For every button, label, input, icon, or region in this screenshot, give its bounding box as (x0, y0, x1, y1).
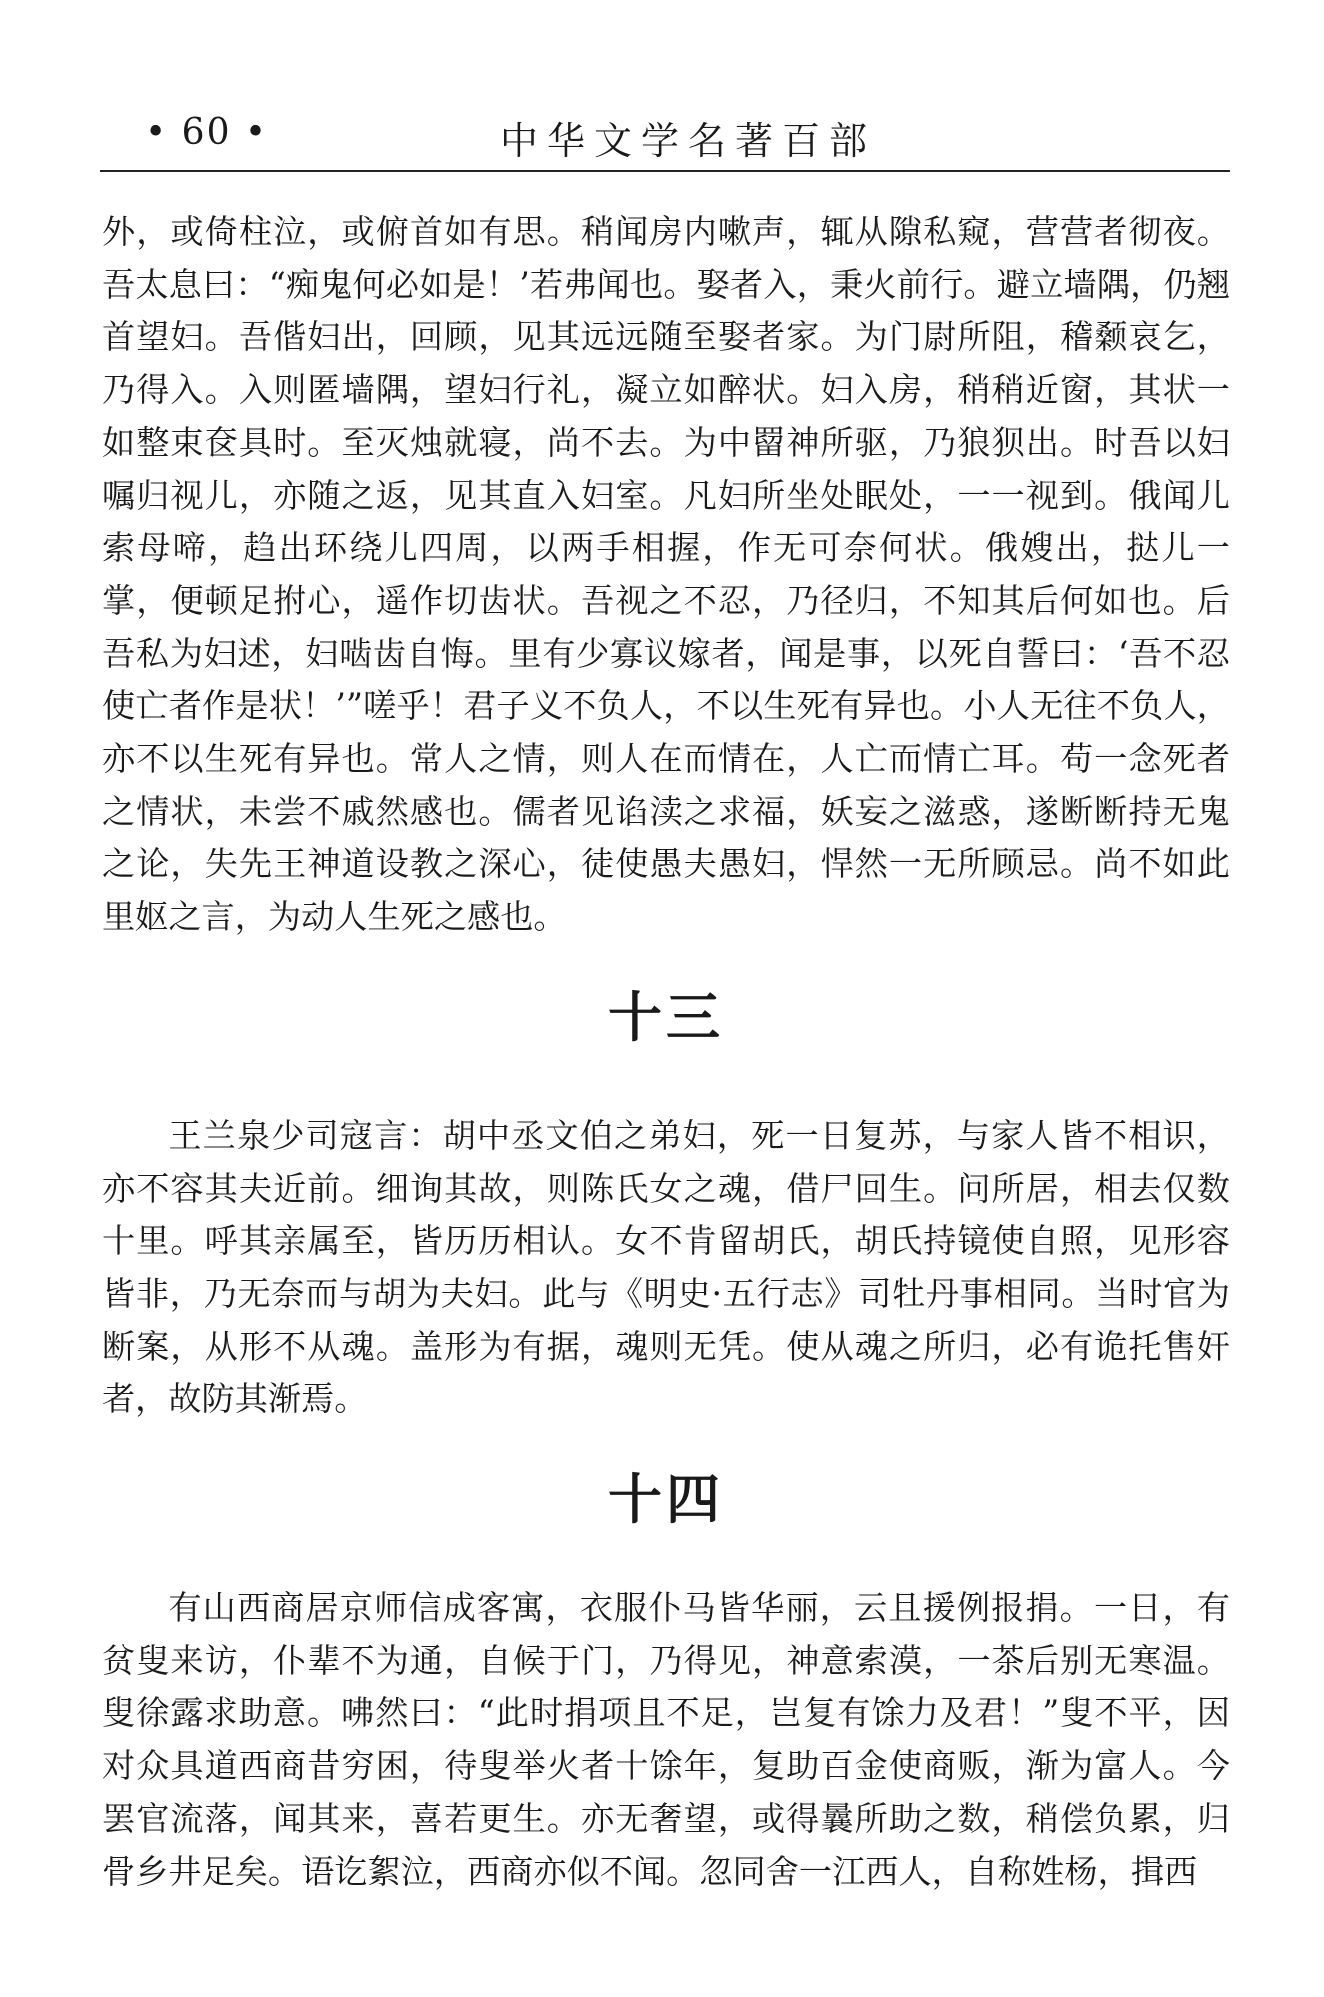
section-heading-13: 十三 (608, 985, 724, 1049)
paragraph-section-14: 有山西商居京师信成客寓，衣服仆马皆华丽，云且援例报捐。一日，有贫叟来访，仆辈不为通，自候于门，乃得见，神意索漠，一茶后别无寒温。叟徐露求助意。咈然曰：“此时捐项且不足，岂复有馀力及君！”叟不平，因对众具道西商昔穷困，待叟举火者十馀年，复助百金使商贩，渐为富人。今罢官流落，闻其来，喜若更生。亦无奢望，或得曩所助之数，稍偿负累，归骨乡井足矣。语讫絮泣，西商亦似不闻。忽同舍一江西人，自称姓杨，揖西 (102, 1588, 1230, 1891)
paragraph-continued: 外，或倚柱泣，或俯首如有思。稍闻房内嗽声，辄从隙私窥，营营者彻夜。吾太息曰：“痴鬼何必如是！’若弗闻也。娶者入，秉火前行。避立墙隅，仍翘首望妇。吾偕妇出，回顾，见其远远随至娶者家。为门尉所阻，稽颡哀乞，乃得入。入则匿墙隅，望妇行礼，凝立如醉状。妇入房，稍稍近窗，其状一如整束奁具时。至灭烛就寝，尚不去。为中罶神所驱，乃狼狈出。时吾以妇嘱归视儿，亦随之返，见其直入妇室。凡妇所坐处眠处，一一视到。俄闻儿索母啼，趋出环绕儿四周，以两手相握，作无可奈何状。俄嫂出，挞儿一掌，便顿足拊心，遥作切齿状。吾视之不忍，乃径归，不知其后何如也。后吾私为妇述，妇啮齿自悔。里有少寡议嫁者，闻是事，以死自誓曰：‘吾不忍使亡者作是状！’”嗟乎！君子义不负人，不以生死有异也。小人无往不负人，亦不以生死有异也。常人之情，则人在而情在，人亡而情亡耳。苟一念死者之情状，未尝不戚然感也。儒者见谄渎之求福，妖妄之滋惑，遂断断持无鬼之论，失先王神道设教之深心，徒使愚夫愚妇，悍然一无所顾忌。尚不如此里妪之言，为动人生死之感也。 (102, 212, 1230, 937)
header-rule (100, 170, 1230, 172)
page-header (100, 104, 1230, 164)
page-body (102, 206, 1230, 1898)
paragraph-section-13: 王兰泉少司寇言：胡中丞文伯之弟妇，死一日复苏，与家人皆不相识，亦不容其夫近前。细询其故，则陈氏女之魂，借尸回生。问所居，相去仅数十里。呼其亲属至，皆历历相认。女不肯留胡氏，胡氏持镜使自照，见形容皆非，乃无奈而与胡为夫妇。此与《明史·五行志》司牡丹事相同。当时官为断案，从形不从魂。盖形为有据，魂则无凭。使从魂之所归，必有诡托售奸者，故防其渐焉。 (102, 1115, 1230, 1419)
book-title: 中华文学名著百部 (500, 119, 877, 163)
page-number: • 60 • (145, 112, 269, 153)
section-heading-14: 十四 (608, 1468, 724, 1532)
